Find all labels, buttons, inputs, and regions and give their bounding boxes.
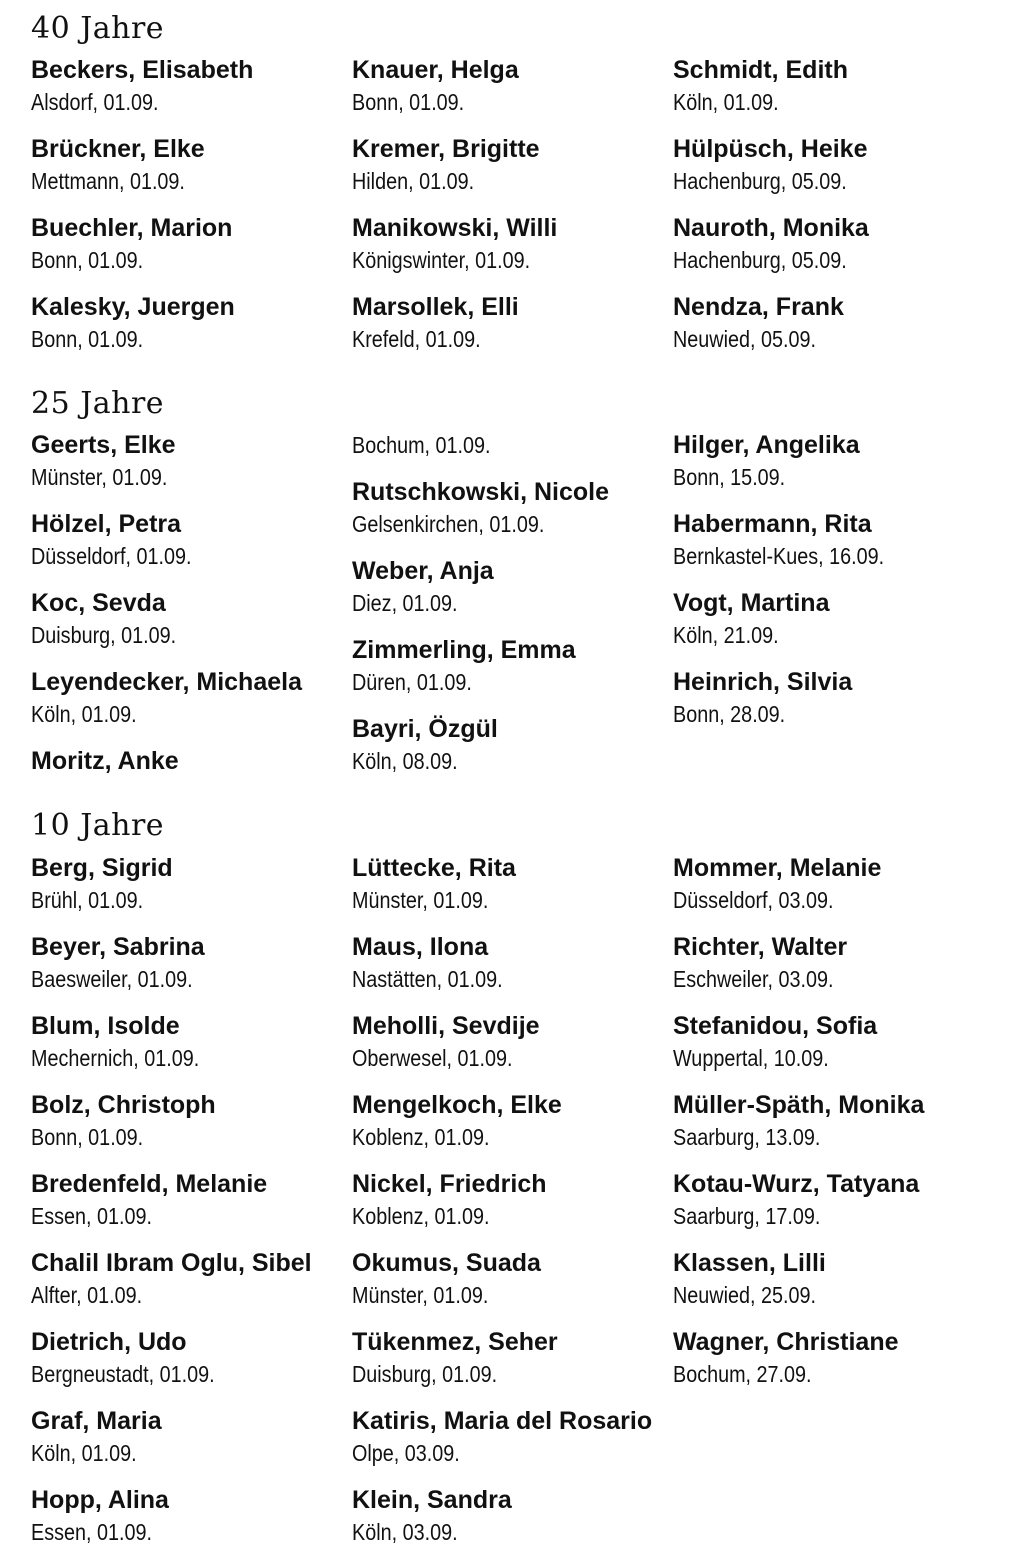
list-item xyxy=(31,1247,312,1311)
place-date: Hilden, 01.09. xyxy=(352,168,475,194)
place-date: Münster, 01.09. xyxy=(31,464,168,490)
person-name: Bayri, Özgül xyxy=(352,715,498,743)
list-item xyxy=(31,1089,216,1153)
list-item xyxy=(352,1010,540,1074)
person-name: Nauroth, Monika xyxy=(673,214,869,242)
section-title: 25 Jahre xyxy=(31,386,165,421)
person-name: Rutschkowski, Nicole xyxy=(352,478,610,506)
place-date: Bonn, 01.09. xyxy=(31,326,144,352)
person-name: Wagner, Christiane xyxy=(673,1328,899,1356)
list-item xyxy=(673,54,848,118)
list-item xyxy=(352,1089,562,1153)
list-item xyxy=(352,555,494,619)
place-date: Köln, 01.09. xyxy=(31,701,137,727)
person-name: Maus, Ilona xyxy=(352,933,489,961)
place-date: Bonn, 15.09. xyxy=(673,464,786,490)
list-item xyxy=(673,1326,899,1390)
person-name: Berg, Sigrid xyxy=(31,854,173,882)
section-title: 10 Jahre xyxy=(31,808,165,843)
person-name: Vogt, Martina xyxy=(673,589,830,617)
person-name: Stefanidou, Sofia xyxy=(673,1012,878,1040)
list-item xyxy=(352,1168,547,1232)
list-item xyxy=(31,1010,227,1074)
place-date: Bonn, 01.09. xyxy=(31,247,144,273)
list-item xyxy=(673,587,829,651)
place-date: Köln, 08.09. xyxy=(352,748,458,774)
list-item xyxy=(352,54,519,118)
person-name: Richter, Walter xyxy=(673,933,848,961)
person-name: Hilger, Angelika xyxy=(673,431,860,459)
person-name: Heinrich, Silvia xyxy=(673,668,853,696)
person-name: Bolz, Christoph xyxy=(31,1091,216,1119)
place-date: Bonn, 01.09. xyxy=(352,89,465,115)
person-name: Mommer, Melanie xyxy=(673,854,882,882)
list-item xyxy=(31,291,235,355)
place-date: Nastätten, 01.09. xyxy=(352,966,503,992)
place-date: Duisburg, 01.09. xyxy=(352,1361,498,1387)
person-name: Leyendecker, Michaela xyxy=(31,668,302,696)
place-date: Krefeld, 01.09. xyxy=(352,326,481,352)
list-item xyxy=(352,852,516,916)
place-date: Saarburg, 13.09. xyxy=(673,1124,821,1150)
place-date: Bonn, 01.09. xyxy=(31,1124,144,1150)
list-item xyxy=(673,666,852,730)
person-name: Dietrich, Udo xyxy=(31,1328,187,1356)
list-item xyxy=(31,931,219,995)
person-name: Kremer, Brigitte xyxy=(352,135,540,163)
list-item xyxy=(352,429,513,461)
place-date: Bochum, 27.09. xyxy=(673,1361,812,1387)
place-date: Koblenz, 01.09. xyxy=(352,1124,490,1150)
person-name: Katiris, Maria del Rosario xyxy=(352,1407,653,1435)
place-date: Mechernich, 01.09. xyxy=(31,1045,200,1071)
place-date: Eschweiler, 03.09. xyxy=(673,966,834,992)
person-name: Zimmerling, Emma xyxy=(352,636,576,664)
list-item xyxy=(352,634,576,698)
place-date: Alfter, 01.09. xyxy=(31,1282,143,1308)
place-date: Baesweiler, 01.09. xyxy=(31,966,193,992)
list-item xyxy=(31,508,218,572)
place-date: Hachenburg, 05.09. xyxy=(673,247,847,273)
place-date: Wuppertal, 10.09. xyxy=(673,1045,829,1071)
place-date: Münster, 01.09. xyxy=(352,1282,489,1308)
person-name: Knauer, Helga xyxy=(352,56,519,84)
list-item xyxy=(31,54,253,118)
place-date: Mettmann, 01.09. xyxy=(31,168,185,194)
list-item xyxy=(352,133,540,197)
list-item xyxy=(673,429,860,493)
list-item xyxy=(673,1168,919,1232)
person-name: Kalesky, Juergen xyxy=(31,293,235,321)
list-item xyxy=(31,212,232,276)
list-item xyxy=(31,587,200,651)
person-name: Lüttecke, Rita xyxy=(352,854,516,882)
place-date: Alsdorf, 01.09. xyxy=(31,89,159,115)
place-date: Gelsenkirchen, 01.09. xyxy=(352,511,545,537)
place-date: Münster, 01.09. xyxy=(352,887,489,913)
place-date: Oberwesel, 01.09. xyxy=(352,1045,513,1071)
person-name: Nendza, Frank xyxy=(673,293,844,321)
list-item xyxy=(31,666,302,730)
place-date: Köln, 03.09. xyxy=(352,1519,458,1545)
list-item xyxy=(31,1326,245,1390)
person-name: Koc, Sevda xyxy=(31,589,166,617)
section-title: 40 Jahre xyxy=(31,11,165,46)
person-name: Klein, Sandra xyxy=(352,1486,512,1514)
person-name: Chalil Ibram Oglu, Sibel xyxy=(31,1249,312,1277)
list-item xyxy=(352,1405,652,1469)
person-name: Hülpüsch, Heike xyxy=(673,135,868,163)
place-date: Bochum, 01.09. xyxy=(352,432,491,458)
person-name: Manikowski, Willi xyxy=(352,214,558,242)
place-date: Essen, 01.09. xyxy=(31,1519,152,1545)
place-date: Koblenz, 01.09. xyxy=(352,1203,490,1229)
place-date: Brühl, 01.09. xyxy=(31,887,144,913)
list-item xyxy=(31,1405,162,1469)
list-item xyxy=(673,212,875,276)
list-item xyxy=(352,713,498,777)
list-item xyxy=(352,476,609,540)
person-name: Moritz, Anke xyxy=(31,747,179,775)
list-item xyxy=(352,1247,541,1311)
person-name: Schmidt, Edith xyxy=(673,56,848,84)
place-date: Bernkastel-Kues, 16.09. xyxy=(673,543,885,569)
list-item xyxy=(31,745,179,777)
list-item xyxy=(352,1484,512,1548)
place-date: Neuwied, 25.09. xyxy=(673,1282,816,1308)
person-name: Kotau-Wurz, Tatyana xyxy=(673,1170,920,1198)
person-name: Meholli, Sevdije xyxy=(352,1012,540,1040)
place-date: Bergneustadt, 01.09. xyxy=(31,1361,215,1387)
list-item xyxy=(352,212,559,276)
list-item xyxy=(673,291,844,355)
person-name: Tükenmez, Seher xyxy=(352,1328,558,1356)
person-name: Bredenfeld, Melanie xyxy=(31,1170,268,1198)
person-name: Mengelkoch, Elke xyxy=(352,1091,562,1119)
list-item xyxy=(352,291,519,355)
place-date: Düren, 01.09. xyxy=(352,669,472,695)
list-item xyxy=(352,1326,558,1390)
place-date: Köln, 21.09. xyxy=(673,622,779,648)
person-name: Buechler, Marion xyxy=(31,214,233,242)
person-name: Geerts, Elke xyxy=(31,431,176,459)
person-name: Weber, Anja xyxy=(352,557,494,585)
place-date: Duisburg, 01.09. xyxy=(31,622,177,648)
list-item xyxy=(31,1168,267,1232)
place-date: Köln, 01.09. xyxy=(31,1440,137,1466)
list-item xyxy=(673,1247,839,1311)
list-item xyxy=(673,1010,877,1074)
person-name: Beckers, Elisabeth xyxy=(31,56,254,84)
list-item xyxy=(673,931,860,995)
list-item xyxy=(352,931,527,995)
list-item xyxy=(673,852,881,916)
person-name: Beyer, Sabrina xyxy=(31,933,205,961)
person-name: Hölzel, Petra xyxy=(31,510,182,538)
list-item xyxy=(673,508,918,572)
list-item xyxy=(673,1089,924,1153)
person-name: Okumus, Suada xyxy=(352,1249,541,1277)
person-name: Hopp, Alina xyxy=(31,1486,169,1514)
place-date: Hachenburg, 05.09. xyxy=(673,168,847,194)
place-date: Olpe, 03.09. xyxy=(352,1440,460,1466)
list-item xyxy=(31,429,190,493)
place-date: Essen, 01.09. xyxy=(31,1203,152,1229)
person-name: Nickel, Friedrich xyxy=(352,1170,547,1198)
list-item xyxy=(31,1484,172,1548)
person-name: Marsollek, Elli xyxy=(352,293,519,321)
person-name: Müller-Späth, Monika xyxy=(673,1091,925,1119)
person-name: Klassen, Lilli xyxy=(673,1249,826,1277)
place-date: Düsseldorf, 03.09. xyxy=(673,887,834,913)
list-item xyxy=(673,133,875,197)
place-date: Saarburg, 17.09. xyxy=(673,1203,821,1229)
place-date: Diez, 01.09. xyxy=(352,590,458,616)
place-date: Köln, 01.09. xyxy=(673,89,779,115)
person-name: Graf, Maria xyxy=(31,1407,162,1435)
person-name: Brückner, Elke xyxy=(31,135,205,163)
place-date: Königswinter, 01.09. xyxy=(352,247,531,273)
place-date: Neuwied, 05.09. xyxy=(673,326,816,352)
person-name: Habermann, Rita xyxy=(673,510,872,538)
place-date: Düsseldorf, 01.09. xyxy=(31,543,192,569)
place-date: Bonn, 28.09. xyxy=(673,701,786,727)
person-name: Blum, Isolde xyxy=(31,1012,180,1040)
list-item xyxy=(31,133,210,197)
list-item xyxy=(31,852,173,916)
